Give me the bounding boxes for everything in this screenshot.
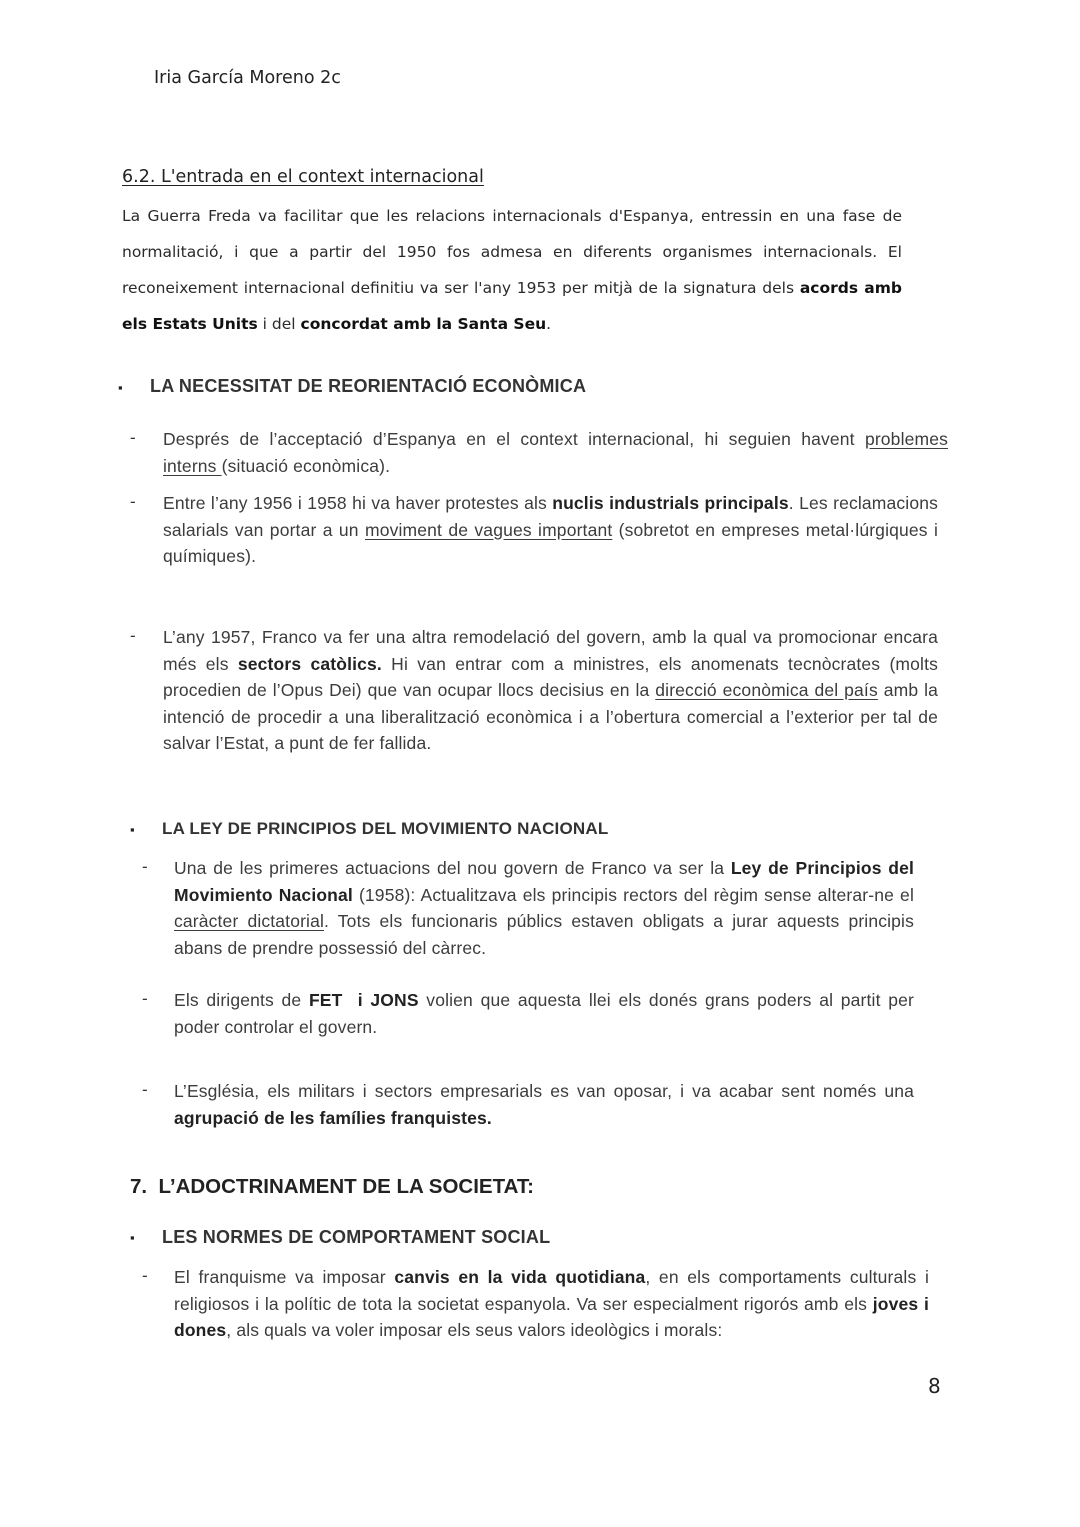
- dash-icon: -: [142, 1266, 148, 1285]
- intro-text-end: .: [546, 315, 552, 333]
- paragraph-necessitat-1: Després de l’acceptació d’Espanya en el context internacional, hi seguien havent problemes interns (situació econòmica).: [163, 429, 948, 476]
- paragraph-ley-3: L’Església, els militars i sectors empresarials es van oposar, i va acabar sent només una agrupació de les famílies franquistes.: [174, 1081, 914, 1128]
- bold-fet-jons: FET i JONS: [308, 990, 419, 1010]
- author-name: Iria García Moreno 2c: [154, 68, 341, 88]
- bullet-icon: ▪: [118, 380, 123, 395]
- bold-canvis: canvis en la vida quotidiana: [394, 1267, 646, 1287]
- bold-ley-principios: Ley de Principios del Movimiento Nacional: [174, 858, 915, 905]
- dash-icon: -: [130, 626, 136, 645]
- section-title-6-2: 6.2. L'entrada en el context internacional: [122, 167, 484, 187]
- paragraph-ley-1: Una de les primeres actuacions del nou govern de Franco va ser la Ley de Principios del Movimiento Nacional (1958): Actualitzava els principis rectors del règim sense alterar-ne el caràcter dictatorial. Tots els funcionaris públics estaven obligats a jurar aquests principis abans de prendre possessió del càrrec.: [174, 858, 915, 958]
- paragraph-necessitat-3: L’any 1957, Franco va fer una altra remodelació del govern, amb la qual va promocionar encara més els sectors catòlics. Hi van entrar com a ministres, els anomenats tecnòcrates (molts procedien de l’Opus Dei) que van ocupar llocs decisius en la direcció econòmica del país amb la intenció de procedir a una liberalització econòmica i a l’obertura comercial a l’exterior per tal de salvar l’Estat, a punt de fer fallida.: [163, 627, 938, 753]
- paragraph-normes-1: El franquisme va imposar canvis en la vida quotidiana, en els comportaments culturals i religiosos i la polític de tota la societat espanyola. Va ser especialment rigorós amb els joves i dones, als quals va voler imposar els seus valors ideològics i morals:: [174, 1267, 929, 1340]
- bullet-icon: ▪: [130, 822, 135, 837]
- heading-necessitat: LA NECESSITAT DE REORIENTACIÓ ECONÒMICA: [150, 376, 587, 396]
- heading-ley: LA LEY DE PRINCIPIOS DEL MOVIMIENTO NACIONAL: [162, 819, 609, 838]
- underlined-direccio: direcció econòmica del país: [655, 680, 878, 700]
- heading-normes: LES NORMES DE COMPORTAMENT SOCIAL: [162, 1227, 551, 1247]
- intro-paragraph: [122, 198, 902, 342]
- underlined-vagues: moviment de vagues important: [364, 519, 613, 540]
- section-title-7: 7. L’ADOCTRINAMENT DE LA SOCIETAT:: [130, 1175, 534, 1198]
- underlined-dictatorial: caràcter dictatorial: [174, 911, 325, 931]
- intro-text: La Guerra Freda va facilitar que les relacions internacionals d'Espanya, entressin en una fase de normalitació, i que a partir del 1950 fos admesa en diferents organismes internacionals. El reconeixement internacional definitiu va ser l'any 1953 per mitjà de la signatura dels: [122, 207, 902, 297]
- intro-text-mid: i del: [257, 315, 301, 333]
- intro-bold-concordat: concordat amb la Santa Seu: [300, 315, 547, 333]
- dash-icon: -: [142, 857, 148, 876]
- dash-icon: -: [130, 492, 136, 511]
- bold-nuclis: nuclis industrials principals: [552, 493, 789, 513]
- bullet-icon: ▪: [130, 1230, 135, 1245]
- paragraph-necessitat-2: Entre l’any 1956 i 1958 hi va haver protestes als nuclis industrials principals. Les reclamacions salarials van portar a un moviment de vagues important (sobretot en empreses metal·lúrgiques i químiques).: [163, 493, 938, 566]
- intro-bold-agreements: acords amb els Estats Units: [122, 279, 902, 333]
- red-joves-dones: joves i dones: [174, 1293, 929, 1340]
- bold-agrupacio: agrupació de les famílies franquistes.: [174, 1107, 492, 1128]
- paragraph-ley-2: Els dirigents de FET i JONS volien que aquesta llei els donés grans poders al partit per poder controlar el govern.: [174, 990, 919, 1037]
- dash-icon: -: [142, 989, 148, 1008]
- bold-sectors-catolics: sectors catòlics.: [237, 653, 382, 674]
- underlined-problemes: problemes interns: [163, 429, 948, 476]
- dash-icon: -: [130, 428, 136, 447]
- page-number: 8: [928, 1374, 941, 1398]
- dash-icon: -: [142, 1080, 148, 1099]
